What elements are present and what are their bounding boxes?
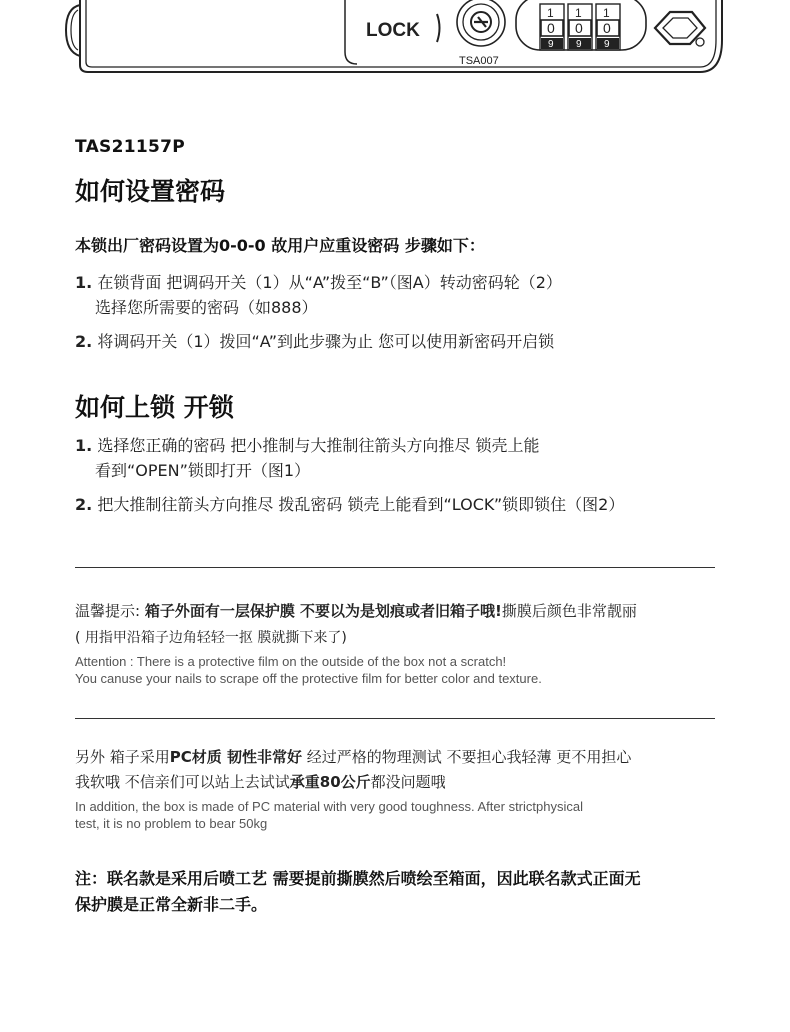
cobranded-note-line-2: 保护膜是正常全新非二手。	[75, 895, 268, 914]
dial-1-top: 1	[547, 6, 554, 20]
step-text: 选择您正确的密码 把小推制与大推制往箭头方向推尽 锁壳上能	[97, 436, 540, 455]
material-text: 另外 箱子采用	[75, 748, 170, 766]
tsa-diamond-icon	[655, 12, 705, 46]
divider	[75, 567, 715, 568]
lock-step-1	[75, 433, 540, 483]
dial-1-mid: 0	[547, 20, 555, 36]
material-text: 经过严格的物理测试 不要担心我轻薄 更不用担心	[302, 748, 632, 766]
material-line-2	[75, 771, 446, 792]
material-english-line-1: In addition, the box is made of PC material with very good toughness. After strictphysical	[75, 799, 583, 814]
tip-label: 温馨提示:	[75, 602, 145, 620]
section-title-set-password: 如何设置密码	[75, 177, 226, 206]
dial-1-bottom: 9	[548, 39, 554, 50]
dial-2-mid: 0	[575, 20, 583, 36]
lock-label: LOCK	[366, 20, 420, 41]
step-text: 将调码开关（1）拨回“A”到此步骤为止 您可以使用新密码开启锁	[97, 332, 555, 351]
protective-film-tip	[75, 600, 637, 621]
dial-3-bottom: 9	[604, 39, 610, 50]
factory-password-lead: 本锁出厂密码设置为0-0-0 故用户应重设密码 步骤如下：	[75, 236, 485, 255]
step-number: 2.	[75, 332, 93, 351]
dial-3-mid: 0	[603, 20, 611, 36]
step-text: 在锁背面 把调码开关（1）从“A”拨至“B”（图A）转动密码轮（2）	[97, 273, 562, 292]
step-text-continued: 选择您所需要的密码（如888）	[95, 298, 318, 317]
step-text-continued: 看到“OPEN”锁即打开（图1）	[95, 461, 311, 480]
tip-sub-note: ( 用指甲沿箱子边角轻轻一抠 膜就撕下来了)	[75, 630, 347, 646]
dial-2-top: 1	[575, 6, 582, 20]
cobranded-note-line-1: 注：联名款是采用后喷工艺 需要提前撕膜然后喷绘至箱面，因此联名款式正面无	[75, 869, 641, 888]
material-text: 我软哦 不信亲们可以站上去试试	[75, 773, 290, 791]
tip-english-line-1: Attention : There is a protective film on the outside of the box not a scratch!	[75, 654, 507, 669]
set-password-step-1	[75, 270, 562, 320]
step-number: 2.	[75, 495, 93, 514]
material-line-1	[75, 746, 631, 767]
step-number: 1.	[75, 273, 93, 292]
model-number: TAS21157P	[75, 137, 185, 157]
combination-dials	[540, 4, 620, 50]
section-title-lock-unlock: 如何上锁 开锁	[75, 393, 234, 422]
cobranded-note	[75, 866, 641, 918]
step-number: 1.	[75, 436, 93, 455]
lock-step-2	[75, 492, 624, 517]
material-bold-text: PC材质 韧性非常好	[169, 748, 303, 766]
tip-english-line-2: You canuse your nails to scrape off the protective film for better color and texture.	[75, 671, 542, 686]
tip-rest-text: 撕膜后颜色非常靓丽	[501, 602, 637, 620]
material-bold-text: 承重80公斤	[289, 773, 371, 791]
set-password-step-2	[75, 329, 554, 354]
step-text: 把大推制往箭头方向推尽 拨乱密码 锁壳上能看到“LOCK”锁即锁住（图2）	[97, 495, 625, 514]
tsa-code-label: TSA007	[459, 55, 499, 67]
material-text: 都没问题哦	[370, 773, 446, 791]
divider	[75, 718, 715, 719]
dial-3-top: 1	[603, 6, 610, 20]
tsa-lock-illustration	[0, 0, 790, 80]
dial-2-bottom: 9	[576, 39, 582, 50]
material-english-line-2: test, it is no problem to bear 50kg	[75, 816, 268, 831]
tip-bold-text: 箱子外面有一层保护膜 不要以为是划痕或者旧箱子哦!	[144, 602, 502, 620]
